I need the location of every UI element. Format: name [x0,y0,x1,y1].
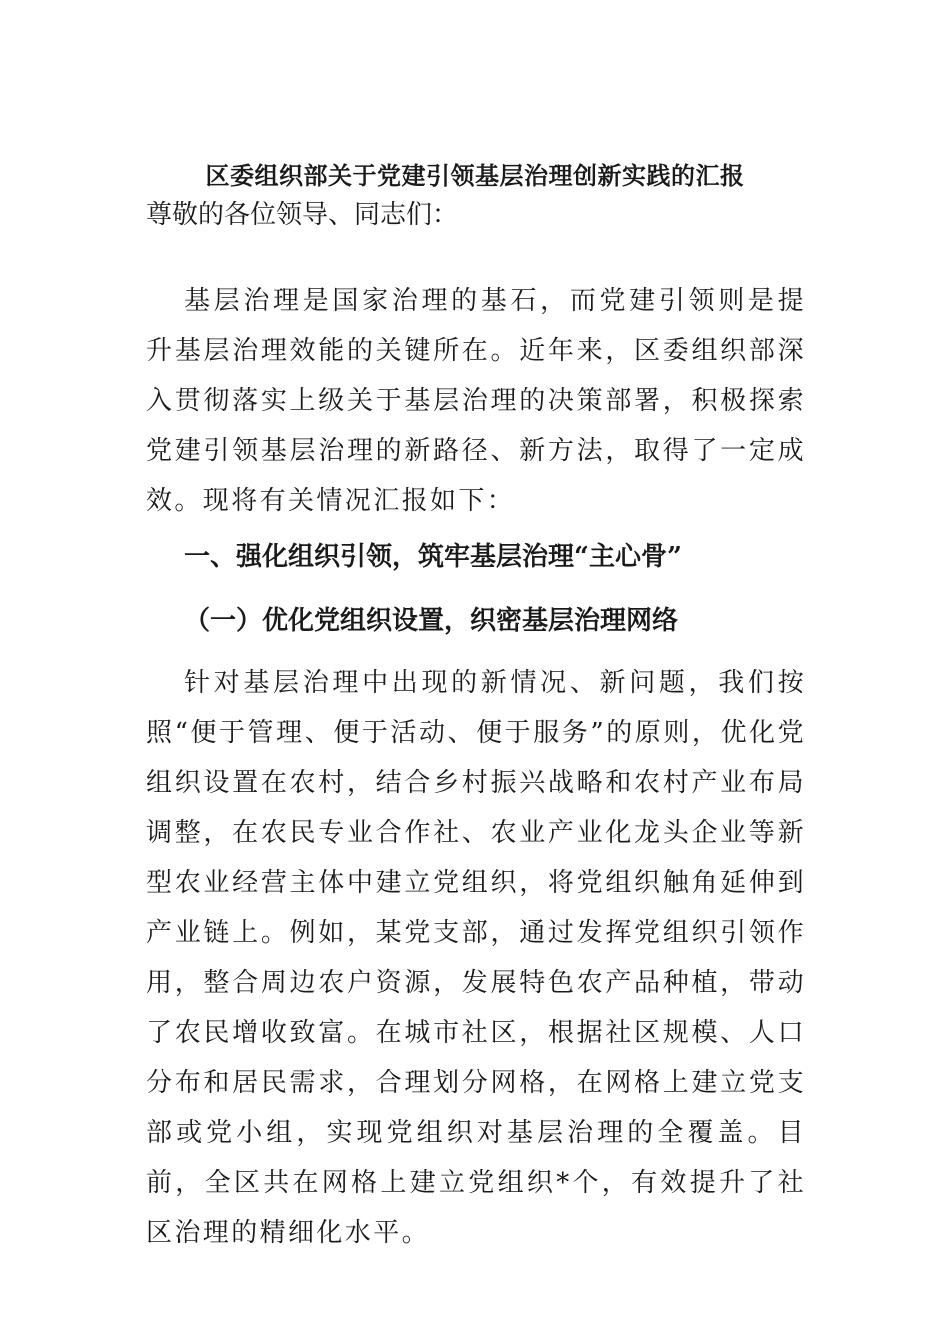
section-heading: 一、强化组织引领，筑牢基层治理“主心骨” [184,542,682,572]
salutation: 尊敬的各位领导、同志们： [146,200,459,230]
subsection-heading: （一）优化党组织设置，织密基层治理网络 [184,606,679,636]
body-paragraph: 针对基层治理中出现的新情况、新问题，我们按照“便于管理、便于活动、便于服务”的原则，优化党组织设置在农村，结合乡村振兴战略和农村产业布局调整，在农民专业合作社、农业产业化龙头企业等新型农业经营主体中建立党组织，将党组织触角延伸到产业链上。例如，某党支部，通过发挥党组织引领作用，整合周边农户资源，发展特色农产品种植，带动了农民增收致富。在城市社区，根据社区规模、人口分布和居民需求，合理划分网格，在网格上建立党支部或党小组，实现党组织对基层治理的全覆盖。目前，全区共在网格上建立党组织*个，有效提升了社区治理的精细化水平。 [146,668,806,1248]
document-title: 区委组织部关于党建引领基层治理创新实践的汇报 [205,161,745,190]
intro-paragraph: 基层治理是国家治理的基石，而党建引领则是提升基层治理效能的关键所在。近年来，区委组织部深入贯彻落实上级关于基层治理的决策部署，积极探索党建引领基层治理的新路径、新方法，取得了一定成效。现将有关情况汇报如下： [146,286,806,516]
